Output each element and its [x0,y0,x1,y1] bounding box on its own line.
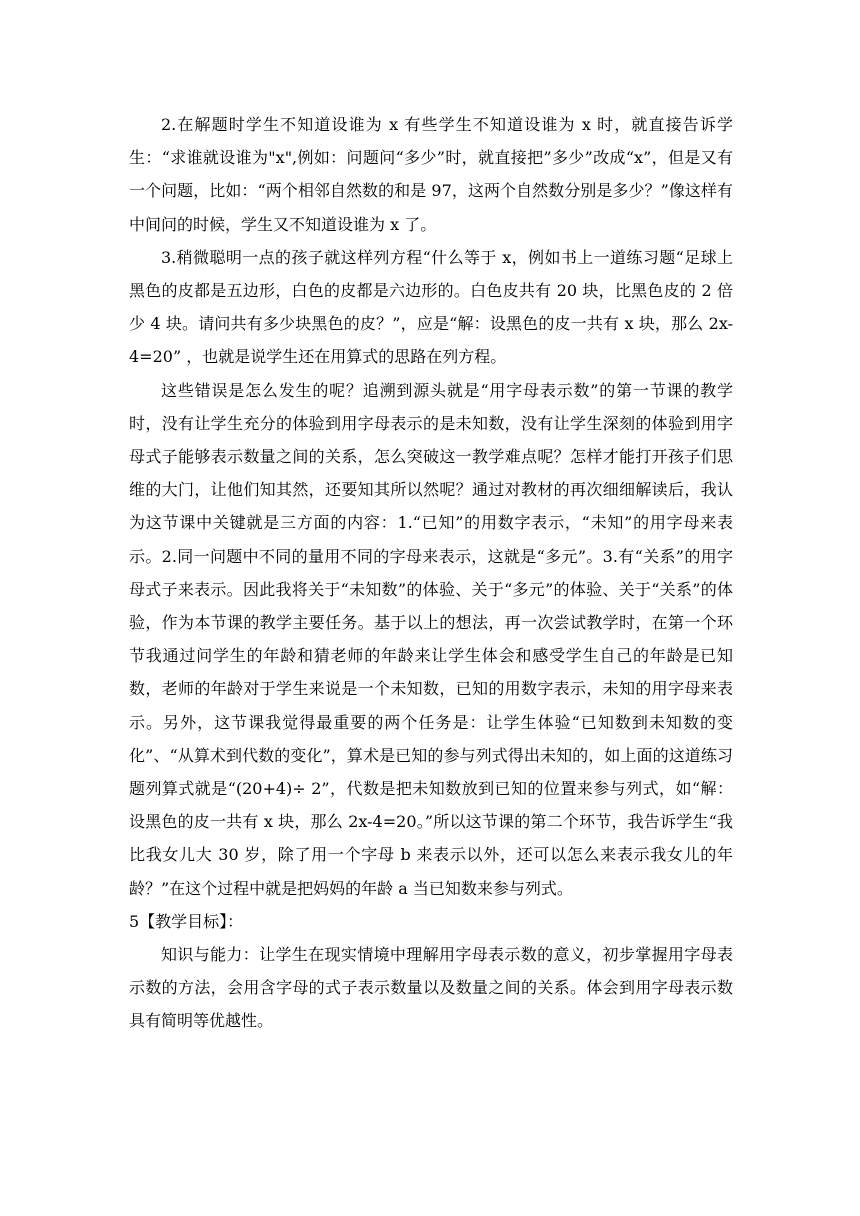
paragraph-error-analysis: 这些错误是怎么发生的呢？追溯到源头就是“用字母表示数”的第一节课的教学时，没有让学生充分的体验到用字母表示的是未知数，没有让学生深刻的体验到用字母式子能够表示数量之间的关系，怎么突破这一教学难点呢？怎样才能打开孩子们思维的大门，让他们知其然，还要知其所以然呢？通过对教材的再次细细解读后，我认为这节课中关键就是三方面的内容：1.“已知”的用数字表示，“未知”的用字母来表示。2.同一问题中不同的量用不同的字母来表示，这就是“多元”。3.有“关系”的用字母式子来表示。因此我将关于“未知数”的体验、关于“多元”的体验、关于“关系”的体验，作为本节课的教学主要任务。基于以上的想法，再一次尝试教学时，在第一个环节我通过问学生的年龄和猜老师的年龄来让学生体会和感受学生自己的年龄是已知数，老师的年龄对于学生来说是一个未知数，已知的用数字表示，未知的用字母来表示。另外，这节课我觉得最重要的两个任务是：让学生体验“已知数到未知数的变化”、“从算术到代数的变化”，算术是已知的参与列式得出未知的，如上面的这道练习题列算式就是“(20+4)÷ 2”，代数是把未知数放到已知的位置来参与列式，如“解：设黑色的皮一共有 x 块，那么 2x-4=20。”所以这节课的第二个环节，我告诉学生“我比我女儿大 30 岁，除了用一个字母 b 来表示以外，还可以怎么来表示我女儿的年龄？”在这个过程中就是把妈妈的年龄 a 当已知数来参与列式。 [129,380,733,898]
document-body [129,108,733,1038]
paragraph-equation-mistake: 3.稍微聪明一点的孩子就这样列方程“什么等于 x，例如书上一道练习题“足球上黑色的皮都是五边形，白色的皮都是六边形的。白色皮共有 20 块，比黑色皮的 2 倍少 4 块。请问共有多少块黑色的皮？”，应是“解：设黑色的皮一共有 x 块，那么 2x-4=20” ，也就是说学生还在用算式的思路在列方程。 [129,247,733,367]
paragraph-knowledge-ability: 知识与能力：让学生在现实情境中理解用字母表示数的意义，初步掌握用字母表示数的方法，会用含字母的式子表示数量以及数量之间的关系。体会到用字母表示数具有简明等优越性。 [129,945,733,1031]
section-heading-teaching-goals: 5【教学目标】： [129,911,244,931]
paragraph-solving-difficulty: 2.在解题时学生不知道设谁为 x 有些学生不知道设谁为 x 时，就直接告诉学生：“求谁就设谁为"x",例如：问题问“多少”时，就直接把”多少”改成“x”，但是又有一个问题，比如：“两个相邻自然数的和是 97，这两个自然数分别是多少？”像这样有中间问的时候，学生又不知道设谁为 x 了。 [129,115,733,234]
